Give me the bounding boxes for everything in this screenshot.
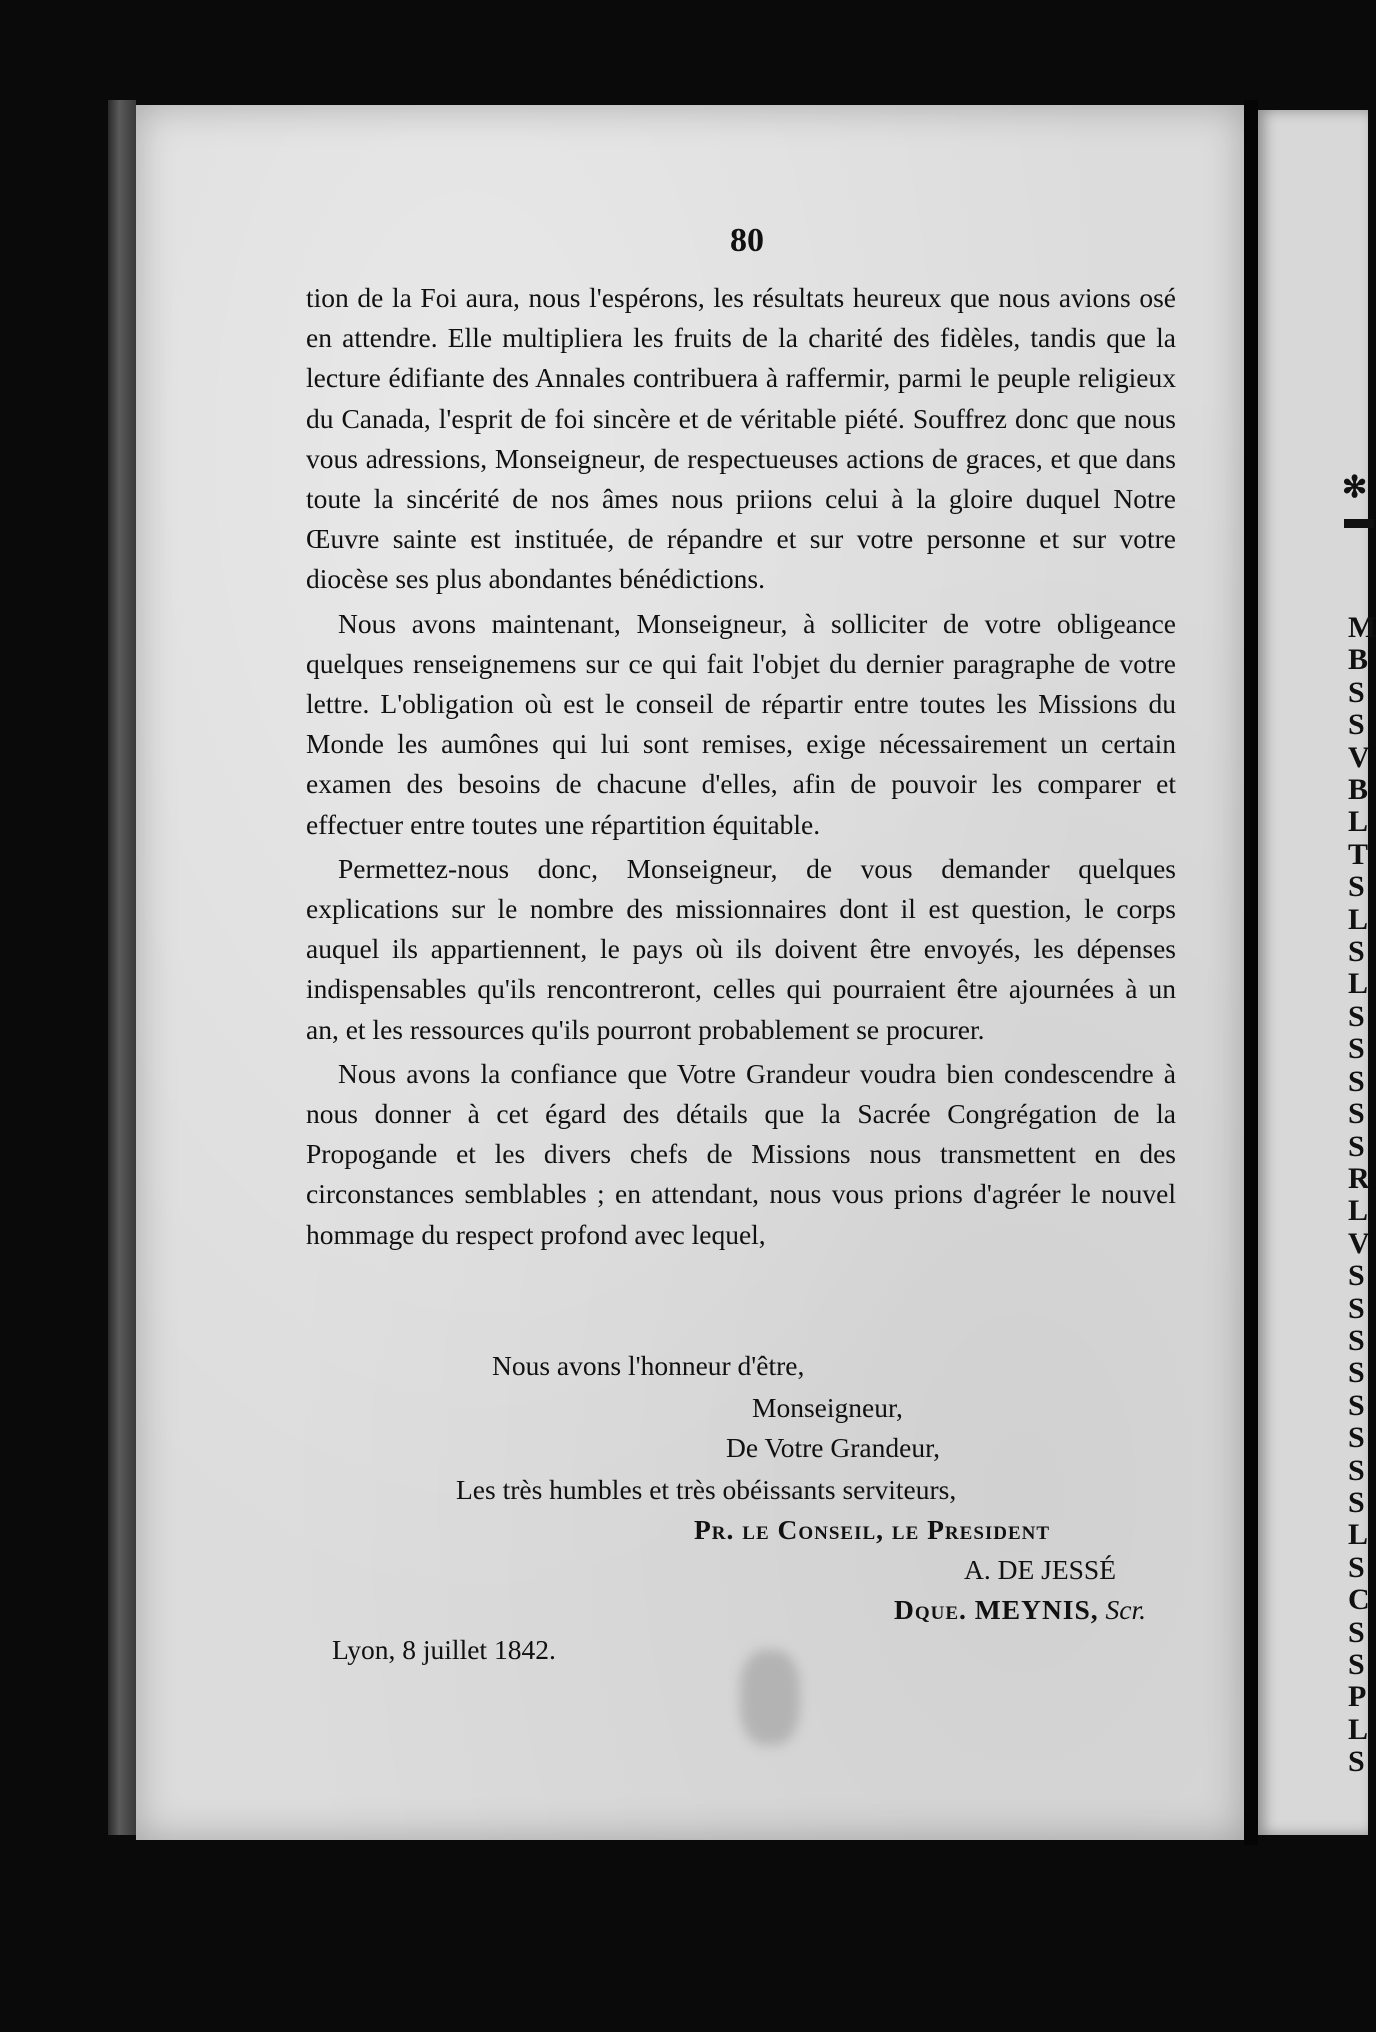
next-page-letter: S bbox=[1348, 1745, 1365, 1779]
next-page-letters bbox=[1348, 611, 1376, 1779]
page-gutter bbox=[1244, 100, 1258, 1845]
next-page-letter: S bbox=[1348, 999, 1365, 1033]
next-page-letter: S bbox=[1348, 675, 1365, 709]
next-page-letter: S bbox=[1348, 935, 1365, 969]
next-page-letter: L bbox=[1348, 805, 1369, 839]
next-page-letter: R bbox=[1348, 1161, 1370, 1195]
paragraph-2: Nous avons maintenant, Monseigneur, à solliciter de votre obligeance quelques renseignemens sur ce qui fait l'objet du dernier paragraphe de votre lettre. L'obligation où est le conseil de répartir entre toutes les Missions du Monde les aumônes qui lui sont remises, exige nécessairement un certain examen des besoins de chacune d'elles, afin de pouvoir les comparer et effectuer entre toutes une répartition équitable. bbox=[306, 607, 1176, 840]
signatory-president: A. DE JESSÉ bbox=[964, 1554, 1117, 1585]
page-number: 80 bbox=[730, 222, 764, 259]
paragraph-4: Nous avons la confiance que Votre Grandeur voudra bien condescendre à nous donner à cet égard des détails que la Sacrée Congrégation de la Propogande et les divers chefs de Missions nous transmettent en des circonstances semblables ; en attendant, nous vous prions d'agréer le nouvel hommage du respect profond avec lequel, bbox=[306, 1057, 1176, 1250]
next-page-mark: ✻ bbox=[1342, 471, 1368, 504]
next-page-letter: S bbox=[1348, 1064, 1365, 1098]
next-page-letter: S bbox=[1348, 708, 1365, 742]
closing-line-3: De Votre Grandeur, bbox=[726, 1432, 940, 1463]
next-page-letter: S bbox=[1348, 1421, 1365, 1455]
next-page-letter: L bbox=[1348, 967, 1369, 1001]
next-page-letter: S bbox=[1348, 1129, 1365, 1163]
next-page-letter: S bbox=[1348, 1291, 1365, 1325]
paragraph-1: tion de la Foi aura, nous l'espérons, les résultats heureux que nous avions osé en attendre. Elle multipliera les fruits de la charité des fidèles, tandis que la lecture édifiante des Annales contribuera à raffermir, parmi le peuple religieux du Canada, l'esprit de foi sincère et de véritable piété. Souffrez donc que nous vous adressions, Monseigneur, de respectueuses actions de graces, et que dans toute la sincérité de nos âmes nous priions celui à la gloire duquel Notre Œuvre sainte est instituée, de répandre et sur votre personne et sur votre diocèse ses plus abondantes bénédictions. bbox=[306, 282, 1176, 595]
next-page-letter: V bbox=[1348, 1226, 1370, 1260]
secretary-name: Dque. MEYNIS, bbox=[894, 1594, 1099, 1625]
signatory-title: Pr. le Conseil, le President bbox=[694, 1514, 1051, 1545]
next-page-letter: S bbox=[1348, 1032, 1365, 1066]
closing-line-1: Nous avons l'honneur d'être, bbox=[492, 1350, 805, 1381]
next-page-letter: V bbox=[1348, 740, 1370, 774]
next-page-letter: M bbox=[1348, 611, 1376, 644]
next-page-letter: S bbox=[1348, 1323, 1365, 1357]
next-page-letter: B bbox=[1348, 773, 1369, 807]
next-page-letter: L bbox=[1348, 1712, 1369, 1746]
next-page-letter: C bbox=[1348, 1583, 1370, 1617]
next-page-letter: S bbox=[1348, 1453, 1365, 1487]
next-page-letter: S bbox=[1348, 1259, 1365, 1293]
next-page-letter: S bbox=[1348, 870, 1365, 904]
book-binding bbox=[108, 100, 136, 1835]
next-page-letter: P bbox=[1348, 1680, 1367, 1714]
next-page-letter: S bbox=[1348, 1615, 1365, 1649]
next-page-letter: S bbox=[1348, 1356, 1365, 1390]
next-page-letter: S bbox=[1348, 1648, 1365, 1681]
next-page-mark-2: ▬ bbox=[1344, 502, 1374, 535]
signatory-secretary bbox=[894, 1594, 1146, 1626]
next-page-letter: L bbox=[1348, 1194, 1369, 1228]
ink-stain bbox=[740, 1650, 800, 1745]
place-date: Lyon, 8 juillet 1842. bbox=[332, 1634, 556, 1665]
next-page-letter: S bbox=[1348, 1550, 1365, 1584]
next-page-letter: S bbox=[1348, 1485, 1365, 1519]
secretary-abbrev: Scr. bbox=[1105, 1594, 1147, 1625]
next-page-letter: T bbox=[1348, 837, 1369, 871]
next-page-letter: L bbox=[1348, 1518, 1369, 1552]
next-page-letter: S bbox=[1348, 1388, 1365, 1422]
closing-line-2: Monseigneur, bbox=[752, 1392, 903, 1423]
next-page-letter: B bbox=[1348, 643, 1369, 677]
body-text bbox=[306, 278, 1176, 1255]
paragraph-3: Permettez-nous donc, Monseigneur, de vous demander quelques explications sur le nombre des missionnaires dont il est question, le corps auquel ils appartiennent, le pays où ils doivent être envoyés, les dépenses indispensables qu'ils rencontreront, celles qui pourraient être ajournées à un an, et les ressources qu'ils pourront probablement se procurer. bbox=[306, 852, 1176, 1045]
closing-line-4: Les très humbles et très obéissants serviteurs, bbox=[456, 1474, 957, 1505]
next-page-letter: S bbox=[1348, 1097, 1365, 1131]
next-page-letter: L bbox=[1348, 902, 1369, 936]
